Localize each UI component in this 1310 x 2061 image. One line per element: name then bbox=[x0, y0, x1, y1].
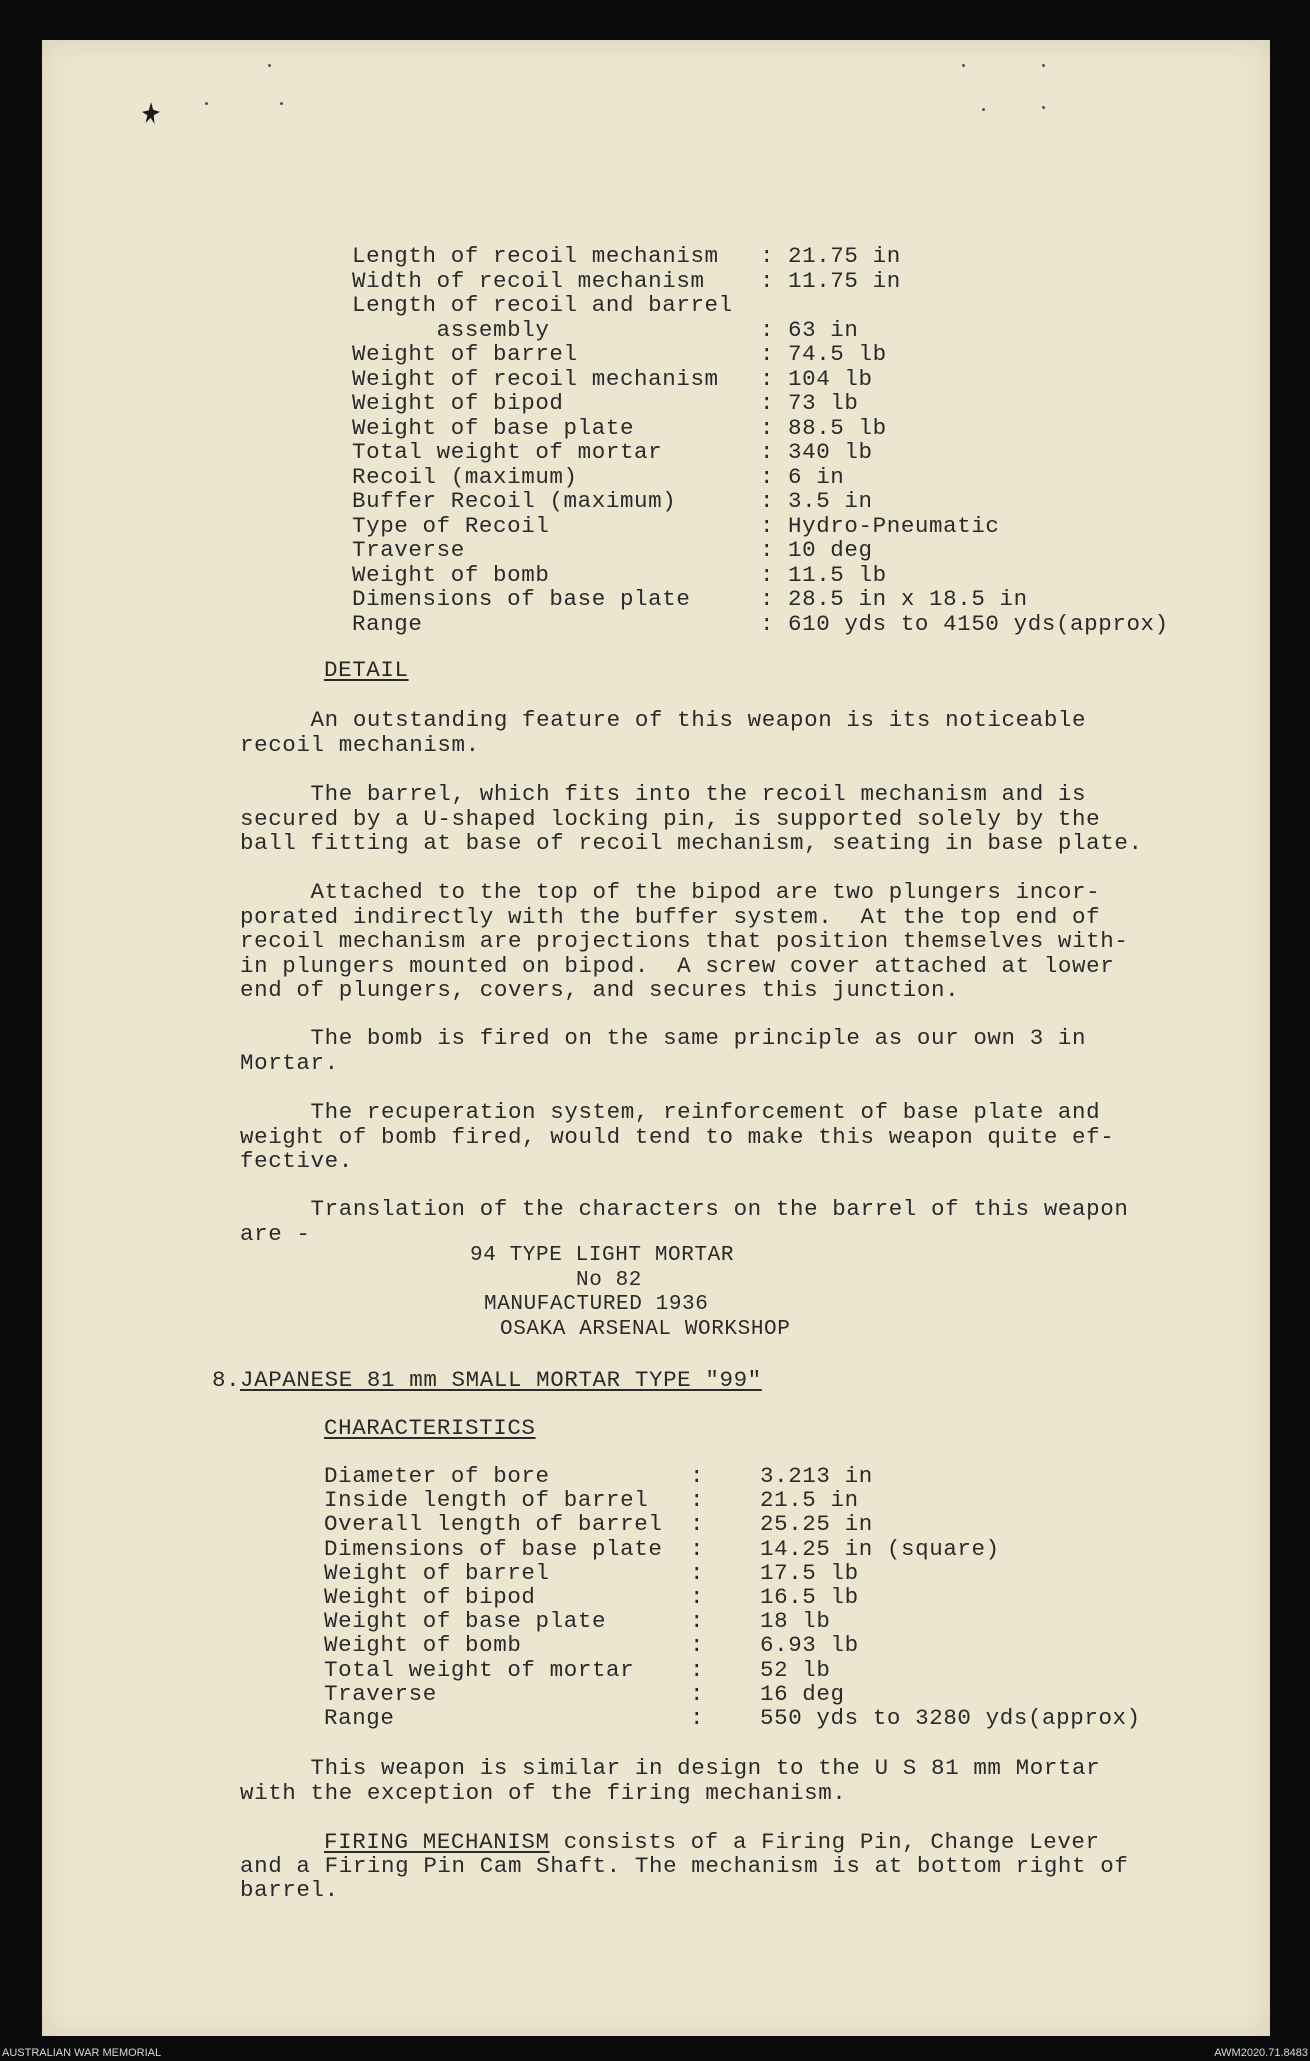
characteristic-value: 16 deg bbox=[760, 1680, 845, 1707]
characteristic-colon: : bbox=[690, 1584, 705, 1610]
characteristic-label: Dimensions of base plate bbox=[324, 1535, 663, 1562]
paragraph-line: Translation of the characters on the barrel of this weapon bbox=[240, 1196, 1129, 1222]
paragraph-line: are - bbox=[240, 1220, 311, 1247]
paragraph-line: The recuperation system, reinforcement of base plate and bbox=[240, 1099, 1101, 1125]
characteristic-label: Diameter of bore bbox=[324, 1463, 550, 1489]
characteristic-value: 17.5 lb bbox=[760, 1559, 859, 1586]
characteristic-label: Weight of base plate bbox=[324, 1608, 607, 1635]
translation-line: OSAKA ARSENAL WORKSHOP bbox=[500, 1317, 791, 1341]
characteristic-colon: : bbox=[690, 1487, 705, 1514]
firing-line-3: barrel. bbox=[240, 1877, 339, 1903]
section-title: JAPANESE 81 mm SMALL MORTAR TYPE "99" bbox=[240, 1367, 762, 1393]
paper-speck bbox=[982, 108, 985, 111]
paper-speck bbox=[1042, 64, 1045, 67]
spec-label: Traverse bbox=[352, 537, 465, 563]
paragraph-line: recoil mechanism are projections that position themselves with- bbox=[240, 928, 1129, 954]
spec-value: 6 in bbox=[788, 463, 845, 490]
spec-value: Hydro-Pneumatic bbox=[788, 512, 1000, 539]
spec-label: Dimensions of base plate bbox=[352, 586, 691, 612]
characteristic-value: 21.5 in bbox=[760, 1487, 859, 1514]
paragraph-line: The barrel, which fits into the recoil mechanism and is bbox=[240, 781, 1087, 807]
paragraph-line: with the exception of the firing mechanism. bbox=[240, 1779, 847, 1806]
spec-value: 610 yds to 4150 yds(approx) bbox=[788, 610, 1169, 637]
spec-colon: : bbox=[760, 267, 775, 294]
translation-line: 94 TYPE LIGHT MORTAR bbox=[470, 1244, 735, 1267]
spec-colon: : bbox=[760, 537, 775, 563]
spec-label: Type of Recoil bbox=[352, 512, 550, 539]
firing-line-2: and a Firing Pin Cam Shaft. The mechanism is at bottom right of bbox=[240, 1853, 1129, 1879]
characteristic-colon: : bbox=[690, 1632, 705, 1659]
paragraph-line: in plungers mounted on bipod. A screw cover attached at lower bbox=[240, 952, 1115, 979]
paragraph-line: recoil mechanism. bbox=[240, 731, 480, 758]
firing-line-1 bbox=[324, 1830, 1100, 1855]
footer-accession-number: AWM2020.71.8483 bbox=[1214, 2047, 1308, 2059]
spec-value: 3.5 in bbox=[788, 488, 873, 514]
spec-colon: : bbox=[760, 316, 775, 343]
paper-speck bbox=[205, 102, 208, 105]
paragraph-line: Mortar. bbox=[240, 1049, 339, 1076]
paper-speck bbox=[1042, 106, 1045, 109]
spec-colon: : bbox=[760, 512, 775, 539]
spec-value: 63 in bbox=[788, 316, 859, 343]
paragraph-line: The bomb is fired on the same principle as our own 3 in bbox=[240, 1025, 1087, 1051]
spec-value: 88.5 lb bbox=[788, 414, 887, 441]
spec-value: 28.5 in x 18.5 in bbox=[788, 586, 1028, 612]
characteristic-label: Range bbox=[324, 1705, 395, 1731]
paragraph-line: An outstanding feature of this weapon is its noticeable bbox=[240, 707, 1087, 733]
spec-colon: : bbox=[760, 243, 775, 269]
paper-speck bbox=[962, 64, 965, 67]
section-number: 8. bbox=[212, 1367, 241, 1393]
spec-label: Length of recoil and barrel bbox=[352, 292, 733, 318]
spec-value: 104 lb bbox=[788, 365, 873, 392]
spec-label: Buffer Recoil (maximum) bbox=[352, 488, 677, 514]
characteristic-value: 3.213 in bbox=[760, 1463, 873, 1489]
firing-mechanism-heading: FIRING MECHANISM bbox=[324, 1829, 550, 1855]
characteristic-colon: : bbox=[690, 1463, 705, 1489]
spec-label: assembly bbox=[352, 316, 550, 343]
spec-colon: : bbox=[760, 488, 775, 514]
spec-colon: : bbox=[760, 610, 775, 637]
spec-colon: : bbox=[760, 365, 775, 392]
detail-heading: DETAIL bbox=[324, 657, 409, 683]
spec-label: Weight of base plate bbox=[352, 414, 635, 441]
characteristic-label: Total weight of mortar bbox=[324, 1656, 635, 1683]
punch-hole bbox=[142, 102, 160, 124]
characteristic-colon: : bbox=[690, 1705, 705, 1731]
characteristic-colon: : bbox=[690, 1680, 705, 1707]
paragraph-line: porated indirectly with the buffer system. At the top end of bbox=[240, 903, 1101, 930]
characteristic-label: Overall length of barrel bbox=[324, 1511, 663, 1538]
firing-line-1-text: consists of a Firing Pin, Change Lever bbox=[549, 1829, 1100, 1855]
spec-colon: : bbox=[760, 439, 775, 465]
characteristic-colon: : bbox=[690, 1535, 705, 1562]
characteristic-label: Inside length of barrel bbox=[324, 1487, 649, 1514]
spec-colon: : bbox=[760, 390, 775, 416]
characteristic-colon: : bbox=[690, 1608, 705, 1635]
characteristic-value: 6.93 lb bbox=[760, 1632, 859, 1659]
paragraph-line: weight of bomb fired, would tend to make this weapon quite ef- bbox=[240, 1123, 1115, 1150]
spec-value: 21.75 in bbox=[788, 243, 901, 269]
spec-label: Length of recoil mechanism bbox=[352, 243, 719, 269]
spec-value: 11.5 lb bbox=[788, 561, 887, 588]
paragraph-line: fective. bbox=[240, 1148, 353, 1174]
characteristic-value: 25.25 in bbox=[760, 1511, 873, 1538]
spec-label: Weight of recoil mechanism bbox=[352, 365, 719, 392]
spec-label: Weight of bipod bbox=[352, 390, 564, 416]
paragraph-line: secured by a U-shaped locking pin, is supported solely by the bbox=[240, 805, 1101, 832]
spec-label: Range bbox=[352, 610, 423, 637]
characteristics-heading: CHARACTERISTICS bbox=[324, 1415, 536, 1441]
spec-colon: : bbox=[760, 341, 775, 367]
spec-label: Recoil (maximum) bbox=[352, 463, 578, 490]
characteristic-label: Weight of barrel bbox=[324, 1559, 550, 1586]
paragraph-line: ball fitting at base of recoil mechanism, seating in base plate. bbox=[240, 830, 1143, 856]
characteristic-colon: : bbox=[690, 1656, 705, 1683]
spec-value: 340 lb bbox=[788, 439, 873, 465]
characteristic-value: 18 lb bbox=[760, 1608, 831, 1635]
translation-line: MANUFACTURED 1936 bbox=[484, 1293, 709, 1316]
characteristic-value: 52 lb bbox=[760, 1656, 831, 1683]
paper-speck bbox=[268, 64, 271, 67]
spec-label: Weight of bomb bbox=[352, 561, 550, 588]
characteristic-value: 16.5 lb bbox=[760, 1584, 859, 1610]
spec-label: Width of recoil mechanism bbox=[352, 267, 705, 294]
translation-line: No 82 bbox=[576, 1268, 643, 1292]
characteristic-label: Traverse bbox=[324, 1680, 437, 1707]
spec-colon: : bbox=[760, 463, 775, 490]
spec-label: Weight of barrel bbox=[352, 341, 578, 367]
footer-archive-name: AUSTRALIAN WAR MEMORIAL bbox=[2, 2047, 162, 2059]
characteristic-label: Weight of bipod bbox=[324, 1584, 536, 1610]
spec-colon: : bbox=[760, 586, 775, 612]
characteristic-colon: : bbox=[690, 1511, 705, 1538]
characteristic-colon: : bbox=[690, 1559, 705, 1586]
paragraph-line: This weapon is similar in design to the U S 81 mm Mortar bbox=[240, 1755, 1101, 1781]
spec-label: Total weight of mortar bbox=[352, 439, 663, 465]
spec-value: 73 lb bbox=[788, 390, 859, 416]
spec-value: 10 deg bbox=[788, 537, 873, 563]
characteristic-value: 550 yds to 3280 yds(approx) bbox=[760, 1705, 1141, 1731]
spec-value: 74.5 lb bbox=[788, 341, 887, 367]
spec-colon: : bbox=[760, 414, 775, 441]
paragraph-line: end of plungers, covers, and secures this junction. bbox=[240, 977, 960, 1003]
characteristic-label: Weight of bomb bbox=[324, 1632, 522, 1659]
spec-colon: : bbox=[760, 561, 775, 588]
paragraph-line: Attached to the top of the bipod are two plungers incor- bbox=[240, 879, 1101, 905]
characteristic-value: 14.25 in (square) bbox=[760, 1535, 1000, 1562]
spec-value: 11.75 in bbox=[788, 267, 901, 294]
paper-speck bbox=[280, 102, 283, 105]
